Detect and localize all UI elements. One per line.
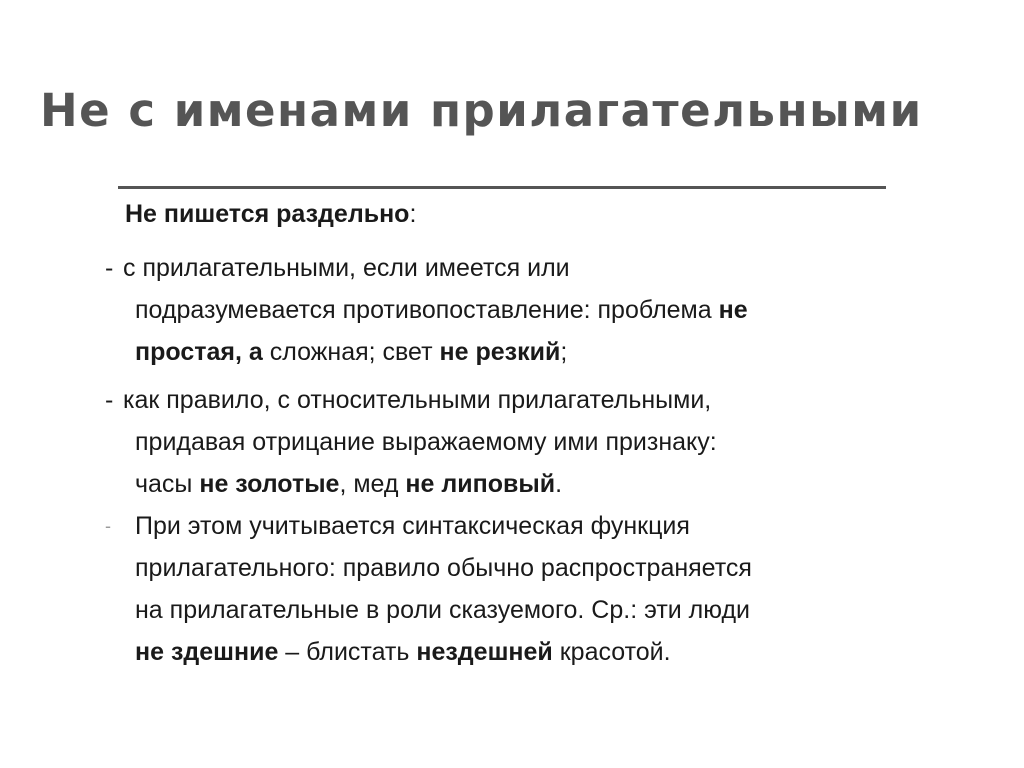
rule-item-3-line-4 <box>105 631 1005 673</box>
rule-item-1-line-2 <box>105 289 1005 331</box>
text-segment: – блистать <box>278 638 417 666</box>
rule-item-1-line-3 <box>105 331 1005 373</box>
rule-item-2-line-2: придавая отрицание выражаемому ими признаку: <box>135 428 717 456</box>
text-segment: сложная; свет <box>262 338 440 366</box>
example-bold: не <box>718 296 748 324</box>
rule-item-3 <box>105 505 1005 673</box>
example-bold: нездешней <box>416 638 553 666</box>
rule-item-3-line-1: При этом учитывается синтаксическая функция <box>135 512 690 540</box>
rule-item-2 <box>105 379 1005 505</box>
text-segment: , мед <box>339 470 406 498</box>
rule-item-1 <box>105 247 1005 373</box>
text-segment: ; <box>560 338 568 366</box>
subheading <box>125 200 416 229</box>
text-segment: красотой. <box>552 638 671 666</box>
subheading-bold: Не пишется раздельно <box>125 200 410 228</box>
example-bold: не золотые <box>199 470 340 498</box>
bullet-dash: - <box>105 516 111 536</box>
bullet-dash: - <box>105 386 114 414</box>
rule-item-3-line-3: на прилагательные в роли сказуемого. Ср.: эти люди <box>135 596 751 624</box>
text-segment: подразумевается противопоставление: проблема <box>135 296 719 324</box>
slide-title: Не с именами прилагательными <box>40 84 923 137</box>
example-bold: не резкий <box>439 338 561 366</box>
rule-item-2-line-3 <box>105 463 1005 505</box>
subheading-colon: : <box>409 200 417 228</box>
rule-item-1-line-1: с прилагательными, если имеется или <box>123 254 570 282</box>
text-segment: часы <box>135 470 200 498</box>
example-bold: простая, а <box>135 338 263 366</box>
rule-item-3-line-2: прилагательного: правило обычно распространяется <box>135 554 752 582</box>
example-bold: не липовый <box>405 470 556 498</box>
bullet-dash: - <box>105 254 114 282</box>
example-bold: не здешние <box>135 638 279 666</box>
text-segment: . <box>555 470 563 498</box>
rule-item-2-line-1: как правило, с относительными прилагательными, <box>123 386 712 414</box>
title-divider <box>118 186 886 189</box>
